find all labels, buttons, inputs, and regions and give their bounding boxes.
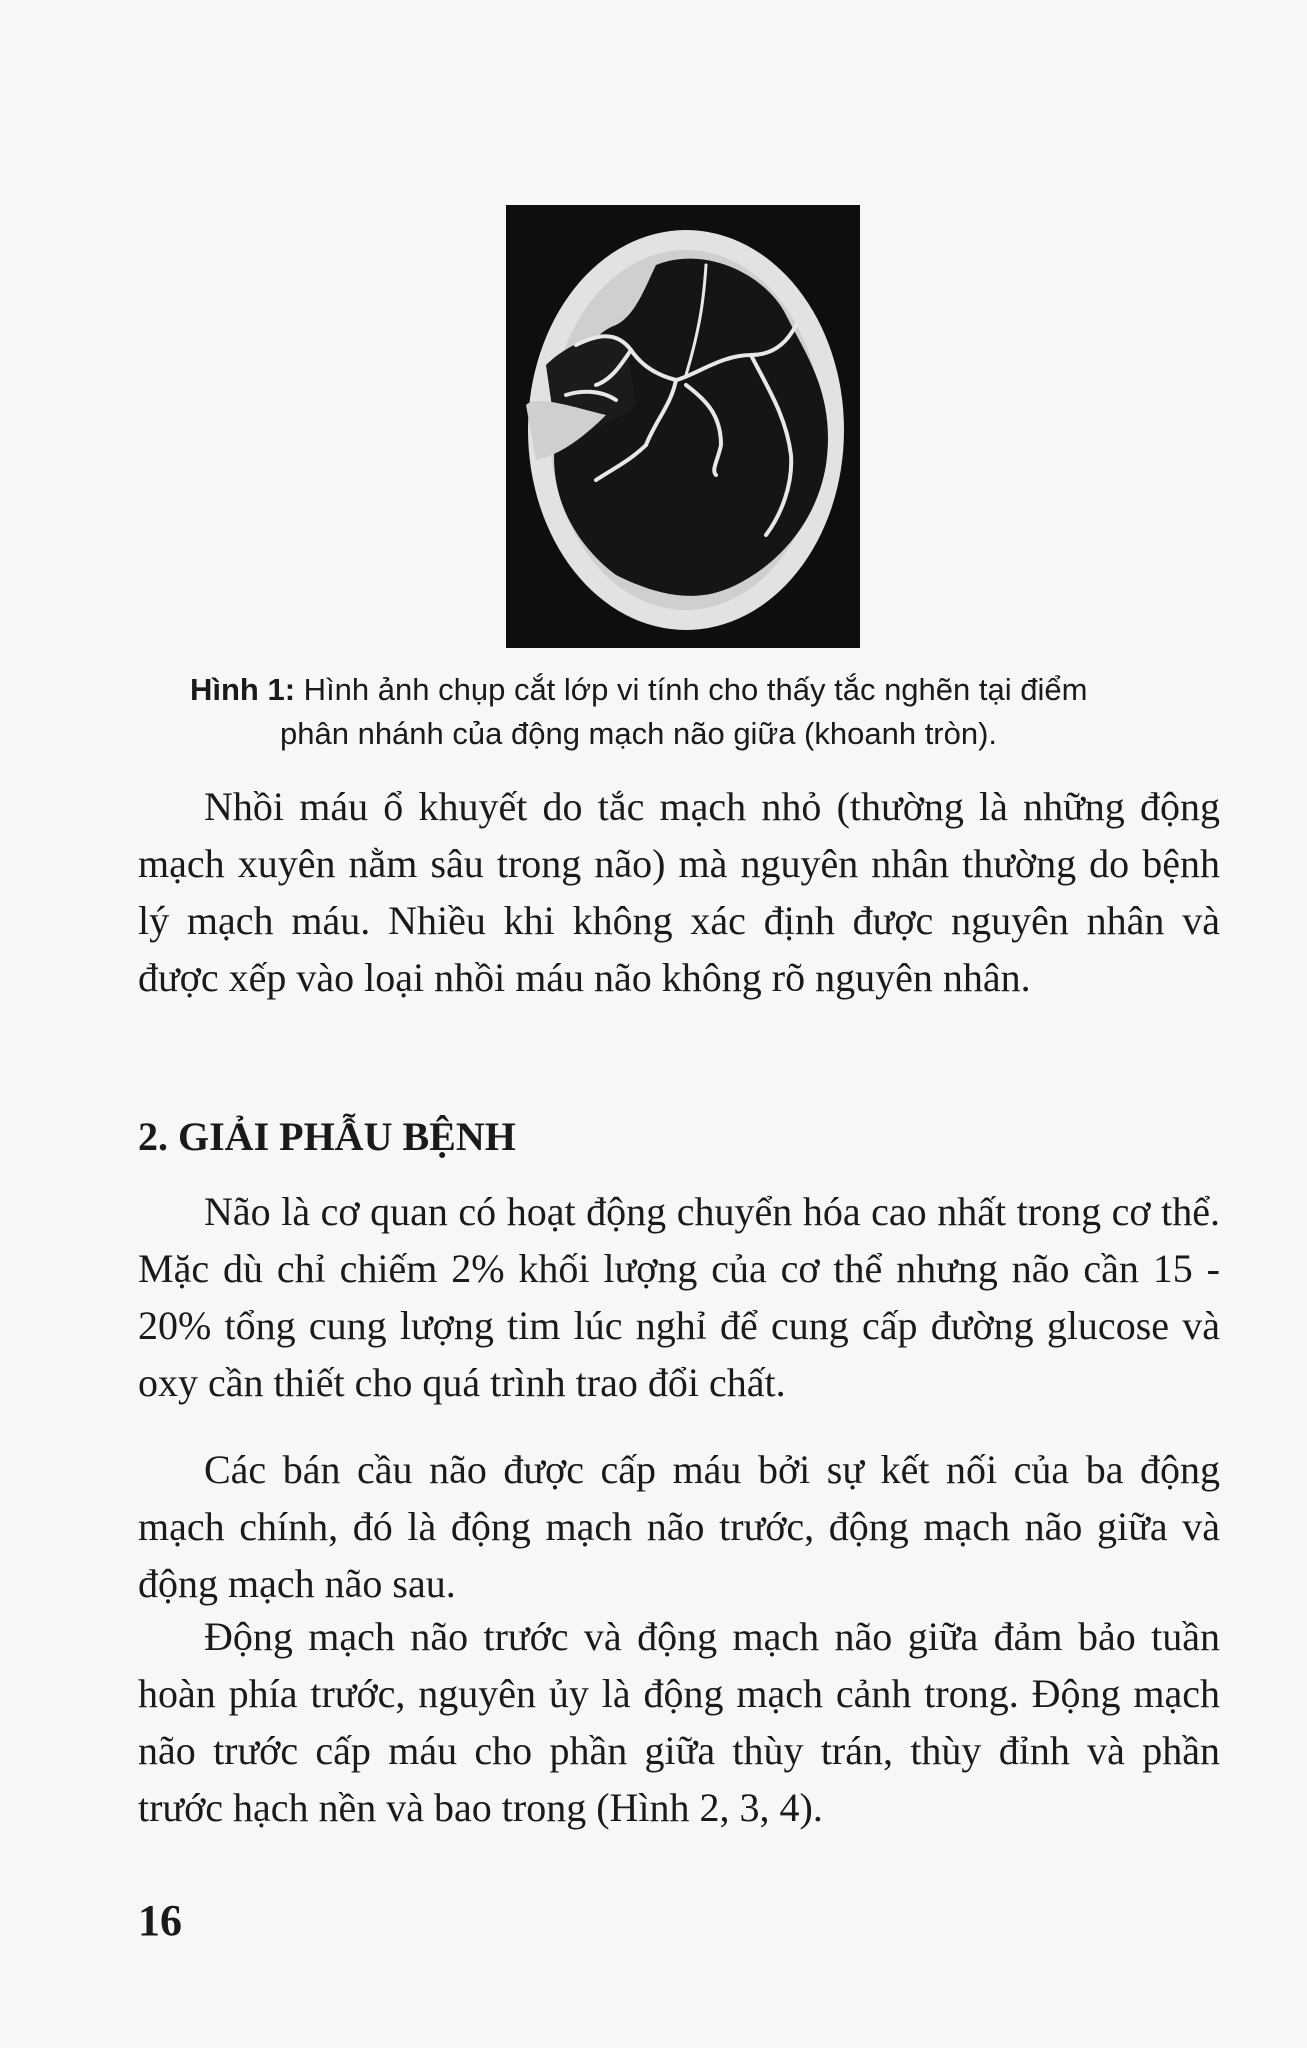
caption-line-2: phân nhánh của động mạch não giữa (khoanh tròn).: [280, 716, 998, 751]
section-heading: 2. GIẢI PHẪU BỆNH: [138, 1114, 516, 1159]
figure-label: Hình 1:: [190, 672, 296, 707]
paragraph-2: Não là cơ quan có hoạt động chuyển hóa cao nhất trong cơ thể. Mặc dù chỉ chiếm 2% khối lượng của cơ thể nhưng não cần 15 - 20% tổng cung lượng tim lúc nghỉ để cung cấp đường glucose và oxy cần thiết cho quá trình trao đổi chất.: [138, 1189, 1220, 1405]
ct-scan-image: [506, 205, 860, 648]
paragraph-3: Các bán cầu não được cấp máu bởi sự kết nối của ba động mạch chính, đó là động mạch não trước, động mạch não giữa và động mạch não sau.: [138, 1447, 1220, 1606]
caption-line-1: Hình ảnh chụp cắt lớp vi tính cho thấy tắc nghẽn tại điểm: [295, 672, 1088, 707]
page-number: 16: [138, 1896, 182, 1945]
paragraph-4: Động mạch não trước và động mạch não giữa đảm bảo tuần hoàn phía trước, nguyên ủy là động mạch cảnh trong. Động mạch não trước cấp máu cho phần giữa thùy trán, thùy đỉnh và phần trước hạch nền và bao trong (Hình 2, 3, 4).: [138, 1614, 1220, 1830]
paragraph-1: Nhồi máu ổ khuyết do tắc mạch nhỏ (thường là những động mạch xuyên nằm sâu trong não) mà nguyên nhân thường do bệnh lý mạch máu. Nhiều khi không xác định được nguyên nhân và được xếp vào loại nhồi máu não không rõ nguyên nhân.: [138, 784, 1220, 1000]
figure-caption: [190, 668, 1190, 756]
